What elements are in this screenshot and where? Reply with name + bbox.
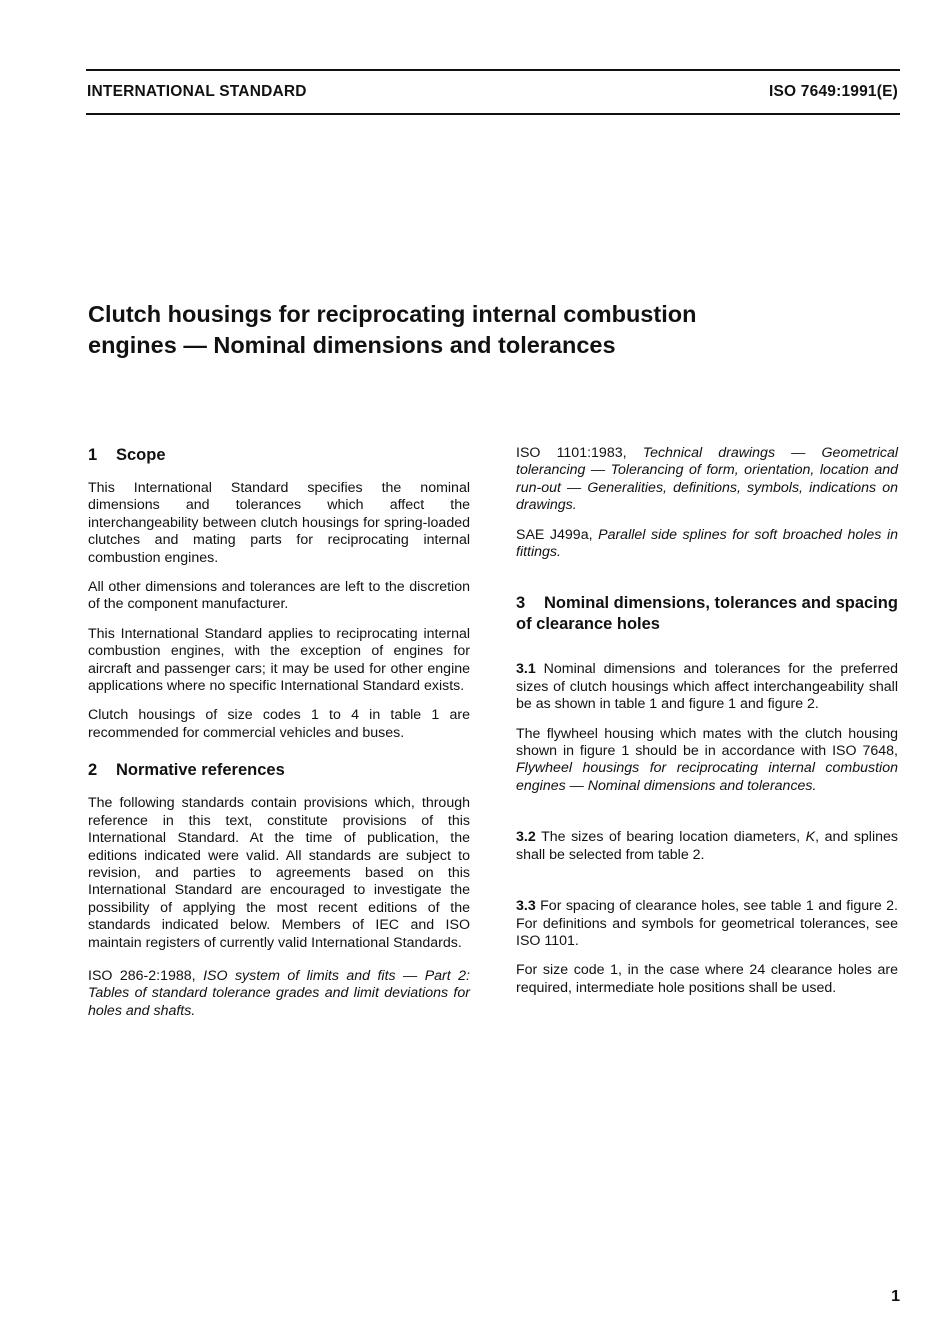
right-column [516,445,898,1009]
reference-code: ISO 1101:1983, [516,445,627,461]
clause-text: The flywheel housing which mates with the clutch housing shown in figure 1 should be in accordance with ISO 7648, [516,725,898,760]
left-column [88,445,470,1032]
scope-paragraph: Clutch housings of size codes 1 to 4 in table 1 are recommended for commercial vehicles and buses. [88,707,470,741]
section-3-heading [516,593,898,635]
clause-3-1 [516,661,898,713]
scope-paragraph: This International Standard applies to reciprocating internal combustion engines, with the exception of engines for aircraft and passenger cars; it may be used for other engine applications where no specific International Standard exists. [88,625,470,695]
section-3-number: 3 [516,594,526,613]
title-line-2: engines — Nominal dimensions and tolerances [88,332,616,358]
reference-item [516,527,898,562]
section-2-number: 2 [88,761,98,780]
reference-title: Technical drawings — Geometrical tolerancing — Tolerancing of form, orientation, location and run-out — Generalities, definitions, symbols, indications on drawings. [516,445,898,514]
reference-item [516,445,898,515]
reference-title: ISO system of limits and fits — Part 2: Tables of standard tolerance grades and limit deviations for holes and shafts. [88,967,470,1019]
clause-number: 3.3 [516,898,536,915]
reference-title: Parallel side splines for soft broached holes in fittings. [516,526,898,561]
section-1-title: Scope [116,446,166,464]
scope-paragraph: All other dimensions and tolerances are left to the discretion of the component manufacturer. [88,579,470,613]
section-2-heading [88,760,470,781]
header-rule-bottom [86,113,900,115]
scope-paragraph: This International Standard specifies the nominal dimensions and tolerances which affect the interchangeability between clutch housings for spring-loaded clutches and mating parts for reciprocating internal combustion engines. [88,480,470,566]
header-standard-number: ISO 7649:1991(E) [769,83,898,100]
header-rule-top [86,69,900,71]
clause-number: 3.2 [516,829,536,846]
reference-item [88,968,470,1020]
section-1-number: 1 [88,446,98,464]
clause-text: , and splines shall be selected from table 2. [516,829,898,863]
clause-number: 3.1 [516,661,536,678]
clause-3-3 [516,898,898,950]
clause-text: Nominal dimensions and tolerances for the preferred sizes of clutch housings which affect interchangeability shall be as shown in table 1 and figure 1 and figure 2. [516,661,898,713]
normative-intro: The following standards contain provisions which, through reference in this text, constitute provisions of this International Standard. At the time of publication, the editions indicated were valid. All standards are subject to revision, and parties to agreements based on this International Standard are encouraged to investigate the possibility of applying the most recent editions of the standards indicated below. Members of IEC and ISO maintain registers of currently valid International Standards. [88,795,470,951]
clause-text: For spacing of clearance holes, see table 1 and figure 2. For definitions and symbols for geometrical tolerances, see ISO 1101. [516,898,898,949]
title-line-1: Clutch housings for reciprocating internal combustion [88,301,697,327]
referenced-standard-title: Flywheel housings for reciprocating internal combustion engines — Nominal dimensions and tolerances. [516,760,898,794]
symbol-k: K [805,829,816,846]
section-1-heading [88,445,470,466]
document-title [88,299,848,361]
clause-3-1-note [516,726,898,796]
section-3-title: Nominal dimensions, tolerances and spacing of clearance holes [516,594,898,634]
section-2-title: Normative references [116,761,285,780]
clause-3-3-note: For size code 1, in the case where 24 clearance holes are required, intermediate hole positions shall be used. [516,962,898,996]
reference-code: SAE J499a, [516,526,593,543]
clause-3-2 [516,829,898,864]
header-standard-type: INTERNATIONAL STANDARD [87,83,307,100]
page-number: 1 [891,1288,900,1305]
reference-code: ISO 286-2:1988, [88,967,196,984]
clause-text: The sizes of bearing location diameters, [541,829,801,846]
